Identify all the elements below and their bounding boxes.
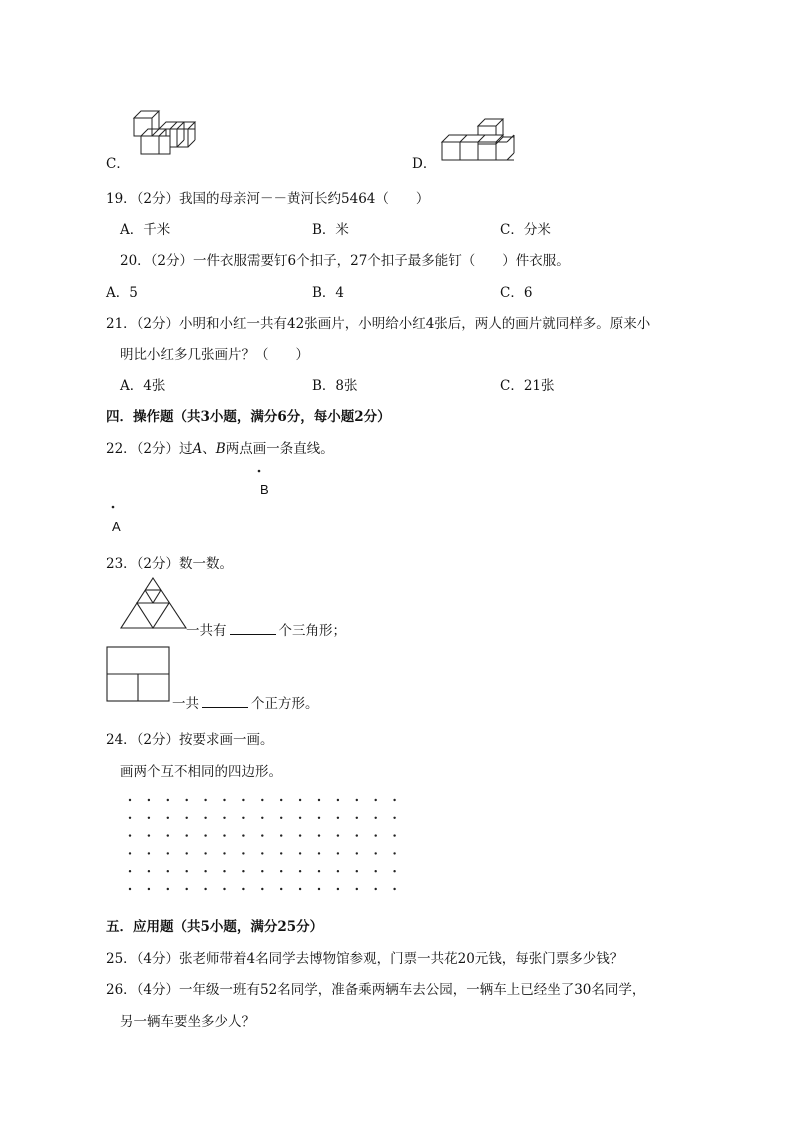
q23-square-text-after: 个正方形。 — [251, 696, 319, 712]
grid-dot[interactable] — [242, 852, 244, 854]
grid-dot[interactable] — [167, 834, 169, 836]
grid-dot[interactable] — [129, 888, 131, 890]
grid-dot[interactable] — [261, 834, 263, 836]
grid-dot[interactable] — [318, 852, 320, 854]
grid-dot[interactable] — [280, 834, 282, 836]
grid-dot[interactable] — [167, 799, 169, 801]
q22-point-b-ref: B — [215, 441, 226, 457]
grid-dot[interactable] — [299, 870, 301, 872]
q24-stem: 24．（2分）按要求画一画。 — [106, 732, 274, 748]
grid-dot[interactable] — [375, 799, 377, 801]
grid-dot[interactable] — [204, 817, 206, 819]
grid-dot[interactable] — [242, 870, 244, 872]
grid-dot[interactable] — [356, 870, 358, 872]
grid-dot[interactable] — [356, 834, 358, 836]
q23-triangle-question — [186, 619, 346, 639]
grid-dot[interactable] — [375, 817, 377, 819]
grid-dot[interactable] — [261, 799, 263, 801]
grid-dot[interactable] — [299, 799, 301, 801]
cube-figure-d — [440, 116, 520, 162]
grid-dot[interactable] — [337, 888, 339, 890]
grid-dot[interactable] — [280, 870, 282, 872]
grid-dot[interactable] — [167, 852, 169, 854]
grid-dot[interactable] — [280, 817, 282, 819]
grid-dot[interactable] — [223, 852, 225, 854]
q22-points — [100, 460, 300, 540]
q20-option-c[interactable]: C．6 — [500, 285, 533, 301]
grid-dot[interactable] — [223, 870, 225, 872]
grid-dot[interactable] — [148, 834, 150, 836]
q22-point-a-ref: A — [192, 441, 203, 457]
grid-dot[interactable] — [129, 852, 131, 854]
q21-stem-line1: 21．（2分）小明和小红一共有42张画片，小明给小红4张后，两人的画片就同样多。原来小 — [106, 316, 651, 332]
q20-stem: 20．（2分）一件衣服需要钉6个扣子，27个扣子最多能钉（ ）件衣服。 — [120, 253, 570, 269]
grid-dot[interactable] — [393, 834, 395, 836]
grid-dot[interactable] — [242, 799, 244, 801]
q23-square-text-before: 一共 — [172, 696, 199, 712]
grid-dot[interactable] — [186, 852, 188, 854]
grid-dot[interactable] — [186, 834, 188, 836]
grid-dot[interactable] — [356, 817, 358, 819]
q22-stem-prefix: 22．（2分）过 — [106, 441, 193, 457]
grid-dot[interactable] — [261, 817, 263, 819]
q24-instruction: 画两个互不相同的四边形。 — [120, 764, 282, 780]
grid-dot[interactable] — [242, 888, 244, 890]
grid-dot[interactable] — [204, 852, 206, 854]
grid-dot[interactable] — [242, 817, 244, 819]
section-5-title: 五．应用题（共5小题，满分25分） — [106, 919, 324, 935]
grid-dot[interactable] — [261, 888, 263, 890]
grid-dot[interactable] — [204, 888, 206, 890]
grid-dot[interactable] — [280, 799, 282, 801]
grid-dot[interactable] — [223, 834, 225, 836]
grid-dot[interactable] — [204, 870, 206, 872]
grid-dot[interactable] — [261, 870, 263, 872]
grid-dot[interactable] — [167, 817, 169, 819]
q20-option-a[interactable]: A．5 — [106, 285, 138, 301]
q23-triangle-text-before: 一共有 — [186, 623, 227, 639]
grid-dot[interactable] — [186, 870, 188, 872]
grid-dot[interactable] — [186, 817, 188, 819]
grid-dot[interactable] — [375, 834, 377, 836]
grid-dot[interactable] — [393, 817, 395, 819]
q23-triangle-figure — [120, 576, 190, 632]
point-a-dot — [112, 506, 115, 509]
grid-dot[interactable] — [318, 799, 320, 801]
grid-dot[interactable] — [337, 799, 339, 801]
q23-triangle-text-after: 个三角形； — [278, 623, 346, 639]
q22-label-a: A — [112, 519, 121, 534]
grid-dot[interactable] — [299, 834, 301, 836]
q22-stem-suffix: 两点画一条直线。 — [225, 441, 334, 457]
grid-dot[interactable] — [148, 852, 150, 854]
grid-dot[interactable] — [223, 817, 225, 819]
q19-option-c[interactable]: C．分米 — [500, 222, 551, 238]
grid-dot[interactable] — [299, 817, 301, 819]
q22-sep: 、 — [202, 441, 216, 457]
cube-figure-c — [132, 110, 202, 160]
grid-dot[interactable] — [375, 852, 377, 854]
grid-dot[interactable] — [356, 852, 358, 854]
q22-stem — [106, 437, 334, 457]
q24-dot-grid[interactable] — [126, 796, 406, 896]
grid-dot[interactable] — [148, 817, 150, 819]
grid-dot[interactable] — [223, 799, 225, 801]
grid-dot[interactable] — [337, 870, 339, 872]
grid-dot[interactable] — [280, 852, 282, 854]
q19-option-b[interactable]: B．米 — [312, 222, 349, 238]
q21-option-a[interactable]: A．4张 — [120, 378, 166, 394]
grid-dot[interactable] — [204, 799, 206, 801]
q21-option-c[interactable]: C．21张 — [500, 378, 555, 394]
grid-dot[interactable] — [299, 852, 301, 854]
q20-option-b[interactable]: B．4 — [312, 285, 345, 301]
grid-dot[interactable] — [393, 799, 395, 801]
grid-dot[interactable] — [148, 799, 150, 801]
grid-dot[interactable] — [356, 799, 358, 801]
grid-dot[interactable] — [167, 870, 169, 872]
grid-dot[interactable] — [375, 870, 377, 872]
section-4-title: 四．操作题（共3小题，满分6分，每小题2分） — [106, 409, 391, 425]
q18-option-d[interactable]: D． — [412, 156, 437, 172]
grid-dot[interactable] — [129, 834, 131, 836]
q21-option-b[interactable]: B．8张 — [312, 378, 358, 394]
grid-dot[interactable] — [129, 870, 131, 872]
grid-dot[interactable] — [337, 834, 339, 836]
grid-dot[interactable] — [223, 888, 225, 890]
grid-dot[interactable] — [299, 888, 301, 890]
q23-square-question — [172, 692, 319, 712]
grid-dot[interactable] — [280, 888, 282, 890]
grid-dot[interactable] — [129, 799, 131, 801]
grid-dot[interactable] — [261, 852, 263, 854]
q23-triangle-answer-blank[interactable] — [230, 620, 276, 635]
grid-dot[interactable] — [129, 817, 131, 819]
grid-dot[interactable] — [318, 834, 320, 836]
q21-stem-line2: 明比小红多几张画片？（ ） — [120, 347, 309, 363]
grid-dot[interactable] — [242, 834, 244, 836]
point-b-dot — [258, 470, 261, 473]
grid-dot[interactable] — [148, 870, 150, 872]
grid-dot[interactable] — [318, 817, 320, 819]
grid-dot[interactable] — [186, 799, 188, 801]
q23-square-figure — [106, 646, 172, 702]
grid-dot[interactable] — [204, 834, 206, 836]
q19-stem: 19．（2分）我国的母亲河－－黄河长约5464（ ） — [106, 191, 430, 207]
q19-option-a[interactable]: A．千米 — [120, 222, 171, 238]
grid-dot[interactable] — [337, 817, 339, 819]
q23-stem: 23．（2分）数一数。 — [106, 556, 234, 572]
grid-dot[interactable] — [356, 888, 358, 890]
grid-dot[interactable] — [393, 870, 395, 872]
q23-square-answer-blank[interactable] — [202, 693, 248, 708]
q18-option-c[interactable]: C． — [106, 156, 130, 172]
grid-dot[interactable] — [167, 888, 169, 890]
q26-stem-line2: 另一辆车要坐多少人？ — [120, 1014, 255, 1030]
grid-dot[interactable] — [375, 888, 377, 890]
q26-stem-line1: 26．（4分）一年级一班有52名同学，准备乘两辆车去公园，一辆车上已经坐了30名同学， — [106, 982, 646, 998]
grid-dot[interactable] — [393, 852, 395, 854]
grid-dot[interactable] — [318, 888, 320, 890]
grid-dot[interactable] — [318, 870, 320, 872]
q25-stem: 25．（4分）张老师带着4名同学去博物馆参观，门票一共花20元钱，每张门票多少钱？ — [106, 951, 624, 967]
q22-label-b: B — [260, 482, 269, 497]
grid-dot[interactable] — [148, 888, 150, 890]
grid-dot[interactable] — [186, 888, 188, 890]
grid-dot[interactable] — [337, 852, 339, 854]
grid-dot[interactable] — [393, 888, 395, 890]
